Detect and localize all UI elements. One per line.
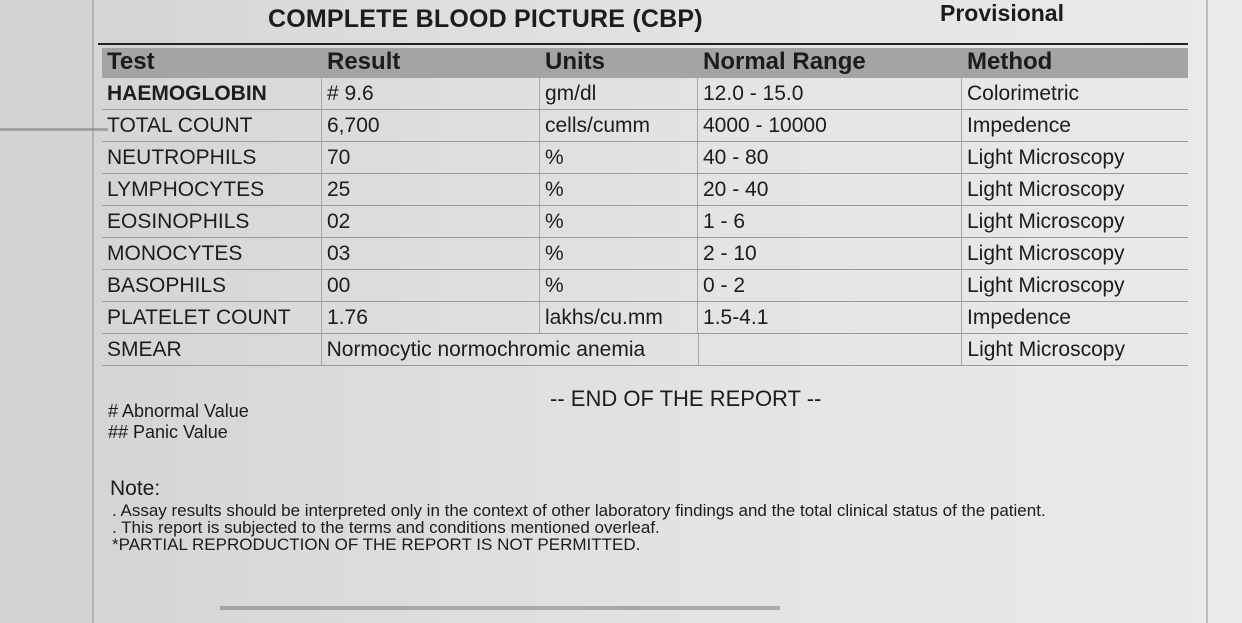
- test-name: HAEMOGLOBIN: [102, 78, 322, 109]
- test-name: EOSINOPHILS: [102, 206, 322, 237]
- page-edge-right: [1206, 0, 1208, 623]
- table-row: [102, 110, 1188, 142]
- test-result: 00: [322, 270, 540, 301]
- test-name: SMEAR: [102, 334, 322, 365]
- end-of-report: -- END OF THE REPORT --: [550, 386, 822, 411]
- report-status: Provisional: [940, 0, 1064, 26]
- note-title: Note:: [110, 477, 161, 500]
- test-name: MONOCYTES: [102, 238, 322, 269]
- test-range: 4000 - 10000: [698, 110, 962, 141]
- value-legend: [108, 401, 249, 443]
- test-method: Colorimetric: [967, 81, 1080, 105]
- header-test: Test: [107, 48, 155, 75]
- header-method: Method: [967, 48, 1053, 75]
- table-row: [102, 78, 1188, 110]
- table-row: [102, 302, 1188, 334]
- header-units: Units: [545, 48, 605, 75]
- legend-abnormal: # Abnormal Value: [108, 401, 249, 421]
- test-range-empty: [699, 334, 963, 365]
- test-method: Light Microscopy: [967, 177, 1125, 201]
- test-method: Impedence: [967, 113, 1071, 137]
- test-result: 1.76: [322, 302, 540, 333]
- test-name: NEUTROPHILS: [102, 142, 322, 173]
- test-method: Impedence: [967, 305, 1071, 329]
- header-result: Result: [327, 48, 401, 75]
- test-method: Light Microscopy: [967, 337, 1125, 361]
- test-units: %: [540, 206, 698, 237]
- table-row: [102, 238, 1188, 270]
- test-units: gm/dl: [540, 78, 698, 109]
- test-result: Normocytic normochromic anemia: [322, 334, 699, 365]
- test-result: 03: [322, 238, 540, 269]
- test-units: %: [540, 238, 698, 269]
- test-units: %: [540, 270, 698, 301]
- test-method: Light Microscopy: [967, 145, 1125, 169]
- test-result: # 9.6: [322, 78, 540, 109]
- test-range: 0 - 2: [698, 270, 962, 301]
- page-edge-left: [92, 0, 94, 623]
- test-method: Light Microscopy: [967, 209, 1125, 233]
- table-row: [102, 270, 1188, 302]
- note-line: . Assay results should be interpreted only in the context of other laboratory findings and the total clinical status of the patient.: [112, 501, 1046, 520]
- test-result: 02: [322, 206, 540, 237]
- table-row-smear: [102, 334, 1188, 366]
- report-title: COMPLETE BLOOD PICTURE (CBP): [268, 5, 703, 33]
- note-line: . This report is subjected to the terms and conditions mentioned overleaf.: [112, 518, 660, 537]
- test-units: %: [540, 174, 698, 205]
- table-row: [102, 142, 1188, 174]
- test-method: Light Microscopy: [967, 241, 1125, 265]
- test-result: 25: [322, 174, 540, 205]
- table-row: [102, 174, 1188, 206]
- test-range: 1.5-4.1: [698, 302, 962, 333]
- test-name: PLATELET COUNT: [102, 302, 322, 333]
- results-table: [102, 48, 1188, 366]
- test-result: 6,700: [322, 110, 540, 141]
- note-lines: [112, 502, 1046, 553]
- test-units: %: [540, 142, 698, 173]
- test-method: Light Microscopy: [967, 273, 1125, 297]
- test-result: 70: [322, 142, 540, 173]
- test-range: 40 - 80: [698, 142, 962, 173]
- note-line: *PARTIAL REPRODUCTION OF THE REPORT IS NOT PERMITTED.: [112, 535, 641, 554]
- table-header: [102, 48, 1188, 78]
- test-range: 12.0 - 15.0: [698, 78, 962, 109]
- test-range: 20 - 40: [698, 174, 962, 205]
- test-name: BASOPHILS: [102, 270, 322, 301]
- header-normal-range: Normal Range: [703, 48, 866, 75]
- test-range: 1 - 6: [698, 206, 962, 237]
- test-range: 2 - 10: [698, 238, 962, 269]
- test-name: LYMPHOCYTES: [102, 174, 322, 205]
- test-units: cells/cumm: [540, 110, 698, 141]
- test-units: lakhs/cu.mm: [540, 302, 698, 333]
- table-row: [102, 206, 1188, 238]
- title-divider: [98, 43, 1188, 45]
- margin-mark: [0, 128, 108, 131]
- paper-fold-shadow: [220, 606, 780, 610]
- legend-panic: ## Panic Value: [108, 422, 228, 442]
- test-name: TOTAL COUNT: [102, 110, 322, 141]
